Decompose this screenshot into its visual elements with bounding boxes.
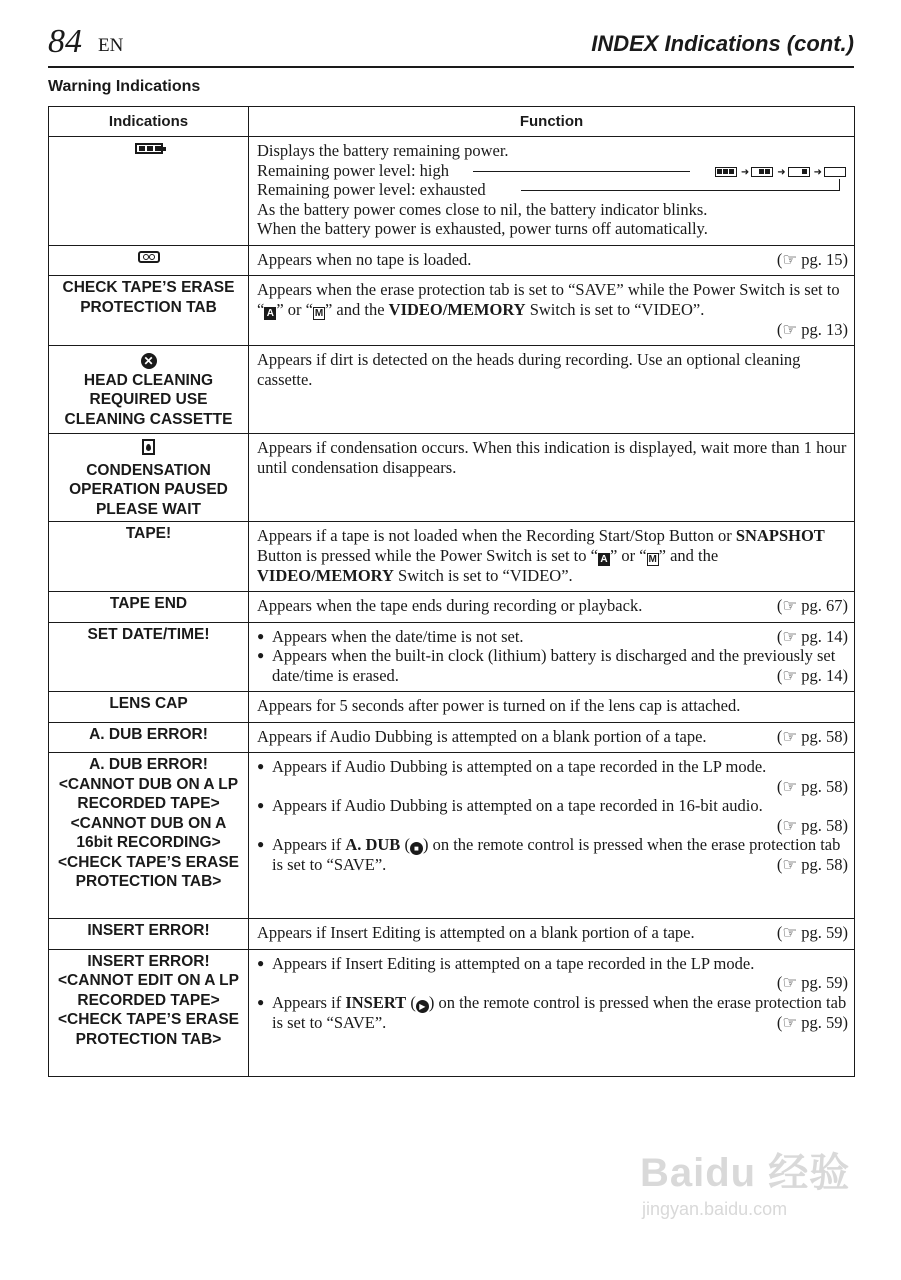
header-title: INDEX Indications (cont.) (591, 31, 854, 56)
function-cell (249, 622, 855, 692)
desc-text: ” or “ (609, 545, 647, 565)
baidu-watermark (640, 1150, 860, 1240)
function-column-header: Function (249, 107, 855, 137)
table-row (49, 722, 855, 753)
indication-cell (49, 137, 249, 246)
table-row (49, 592, 855, 623)
arrow-icon: ➜ (813, 166, 822, 178)
button-name: SNAPSHOT (735, 526, 825, 545)
indication-cell (49, 245, 249, 276)
bullet-text: Appears if (272, 835, 346, 854)
function-cell (249, 276, 855, 346)
page-reference: (☞ pg. 59) (776, 1012, 848, 1032)
leader-line (521, 190, 840, 191)
bullet-item (257, 627, 848, 647)
battery-empty-icon (824, 167, 846, 177)
function-cell: Appears for 5 seconds after power is turned on if the lens cap is attached. (249, 692, 855, 723)
table-row (49, 276, 855, 346)
page-reference: (☞ pg. 59) (776, 973, 848, 992)
arrow-icon: ➜ (777, 166, 786, 178)
a-dub-desc: Appears if Audio Dubbing is attempted on a blank portion of a tape. (257, 726, 707, 746)
table-row (49, 245, 855, 276)
battery-level-high-label: Remaining power level: high (257, 160, 449, 180)
bullet-text: on the remote control is pressed when the erase protection tab is set to “SAVE”. (272, 992, 847, 1032)
desc-text: ” or “ (276, 299, 313, 319)
manual-mode-icon: M (314, 307, 324, 319)
desc-text: Switch is set to “VIDEO”. (525, 299, 705, 319)
a-dub-button-icon: ■ (410, 842, 423, 855)
auto-mode-icon: A (264, 307, 276, 320)
desc-text: Appears if a tape is not loaded when the Recording Start/Stop Button or (257, 526, 736, 545)
battery-icon (135, 143, 163, 154)
manual-mode-icon: M (648, 553, 657, 565)
page-reference: (☞ pg. 67) (776, 596, 848, 615)
page-reference: (☞ pg. 59) (776, 923, 848, 942)
table-row (49, 919, 855, 950)
page-reference: (☞ pg. 58) (776, 815, 848, 835)
bullet-item (257, 757, 848, 796)
bullet-item: ● Appears if A. DUB ( ■ ) on the remote control is pressed when the erase protection tab is set to “SAVE”. (☞ pg. 58) (257, 835, 848, 875)
table-row (49, 346, 855, 434)
insert-desc: Appears if Insert Editing is attempted on a blank portion of a tape. (257, 923, 695, 942)
desc-text: ” and the (324, 299, 389, 319)
no-tape-desc: Appears when no tape is loaded. (257, 249, 472, 269)
warning-indications-table (48, 106, 855, 1077)
indication-cell (49, 434, 249, 522)
battery-level-high (257, 161, 848, 181)
auto-mode-icon: A (598, 553, 610, 566)
indication-cell: CHECK TAPE’S ERASE PROTECTION TAB (49, 276, 249, 346)
battery-two-thirds-icon (751, 167, 773, 177)
section-title: Warning Indications (48, 78, 201, 95)
battery-level-exhausted (257, 180, 848, 200)
battery-exhausted-note: When the battery power is exhausted, power turns off automatically. (257, 219, 708, 238)
indication-cell: TAPE END (49, 592, 249, 623)
indication-cell: A. DUB ERROR! <CANNOT DUB ON A LP RECORDED TAPE> <CANNOT DUB ON A 16bit RECORDING> <CHECK TAPE’S ERASE PROTECTION TAB> (49, 753, 249, 919)
bullet-item (257, 646, 848, 685)
page-reference: (☞ pg. 14) (776, 665, 848, 685)
table-header-row (49, 107, 855, 137)
watermark-logo: Baidu 经验 (640, 1151, 851, 1195)
bullet-text: on the remote control is pressed when the erase protection tab is set to “SAVE”. (272, 835, 841, 874)
function-cell (249, 722, 855, 753)
table-row (49, 753, 855, 919)
page-reference: (☞ pg. 15) (776, 249, 848, 269)
indication-cell: INSERT ERROR! (49, 919, 249, 950)
leader-line (473, 171, 690, 172)
switch-name: VIDEO/MEMORY (257, 565, 394, 585)
condensation-drop-icon (142, 439, 155, 455)
page-reference: (☞ pg. 58) (776, 776, 848, 796)
function-cell (249, 137, 855, 246)
function-cell: Appears if condensation occurs. When this indication is displayed, wait more than 1 hour until condensation disappears. (249, 434, 855, 522)
button-name: A. DUB (345, 835, 401, 854)
bullet-item (257, 796, 848, 835)
battery-desc: Displays the battery remaining power. (257, 141, 509, 160)
table-row (49, 692, 855, 723)
bullet-item (257, 954, 848, 993)
bullet-text: Appears if Audio Dubbing is attempted on a tape recorded in 16-bit audio. (272, 796, 763, 815)
bullet-text: Appears if Audio Dubbing is attempted on a tape recorded in the LP mode. (272, 757, 767, 776)
function-cell (249, 753, 855, 919)
page-reference: (☞ pg. 14) (776, 626, 848, 646)
battery-full-icon (715, 167, 737, 177)
page-reference: (☞ pg. 13) (776, 319, 848, 339)
tape-end-desc: Appears when the tape ends during recording or playback. (257, 596, 643, 615)
indication-cell: LENS CAP (49, 692, 249, 723)
function-cell (249, 245, 855, 276)
bullet-text: Appears when the built-in clock (lithium) battery is discharged and the previously set date/time is erased. (272, 646, 836, 685)
table-row (49, 522, 855, 592)
arrow-icon: ➜ (740, 166, 750, 178)
indication-label: HEAD CLEANING REQUIRED USE CLEANING CASSETTE (64, 371, 233, 428)
page-reference: (☞ pg. 58) (776, 726, 848, 746)
indication-label: CONDENSATION OPERATION PAUSED PLEASE WAIT (69, 461, 228, 518)
indication-cell: INSERT ERROR! <CANNOT EDIT ON A LP RECORDED TAPE> <CHECK TAPE’S ERASE PROTECTION TAB> (49, 949, 249, 1076)
indication-cell: SET DATE/TIME! (49, 622, 249, 692)
page-language: EN (98, 35, 124, 56)
battery-one-third-icon (788, 167, 810, 177)
indications-column-header: Indications (49, 107, 249, 137)
function-cell (249, 919, 855, 950)
function-cell (249, 592, 855, 623)
table-row (49, 434, 855, 522)
function-cell (249, 522, 855, 592)
indication-cell: TAPE! (49, 522, 249, 592)
table-row (49, 137, 855, 246)
button-name: INSERT (345, 992, 407, 1012)
bullet-text: Appears when the date/time is not set. (272, 626, 524, 646)
battery-blink-note: As the battery power comes close to nil, the battery indicator blinks. (257, 199, 708, 219)
tape-cassette-icon (138, 251, 160, 263)
insert-button-icon: ▶ (416, 1000, 429, 1013)
table-row (49, 949, 855, 1076)
desc-text: Switch is set to “VIDEO”. (393, 565, 573, 585)
battery-level-exhausted-label: Remaining power level: exhausted (257, 180, 486, 199)
switch-name: VIDEO/MEMORY (388, 299, 526, 319)
indication-cell: A. DUB ERROR! (49, 722, 249, 753)
check-tape-desc (257, 280, 840, 319)
page-number: 84 (48, 23, 82, 60)
table-row (49, 622, 855, 692)
function-cell (249, 949, 855, 1076)
desc-text: Button is pressed while the Power Switch is set to “ (257, 545, 598, 565)
bullet-text: Appears if Insert Editing is attempted on a tape recorded in the LP mode. (272, 953, 755, 973)
page-reference: (☞ pg. 58) (776, 855, 848, 874)
watermark-url: jingyan.baidu.com (642, 1199, 788, 1219)
bullet-text: Appears if (272, 992, 346, 1012)
desc-text: ” and the (658, 545, 719, 565)
function-cell: Appears if dirt is detected on the heads during recording. Use an optional cleaning cassette. (249, 346, 855, 434)
desc-text: Appears when the erase protection tab is set to “SAVE” while the Power Switch is set to “ (257, 280, 840, 319)
bullet-item: ● Appears if INSERT ( ▶ ) on the remote control is pressed when the erase protection tab is set to “SAVE”. (☞ pg. 59) (257, 993, 848, 1033)
indication-cell (49, 346, 249, 434)
head-cleaning-x-icon: ✕ (141, 353, 157, 369)
page-header (48, 22, 854, 68)
